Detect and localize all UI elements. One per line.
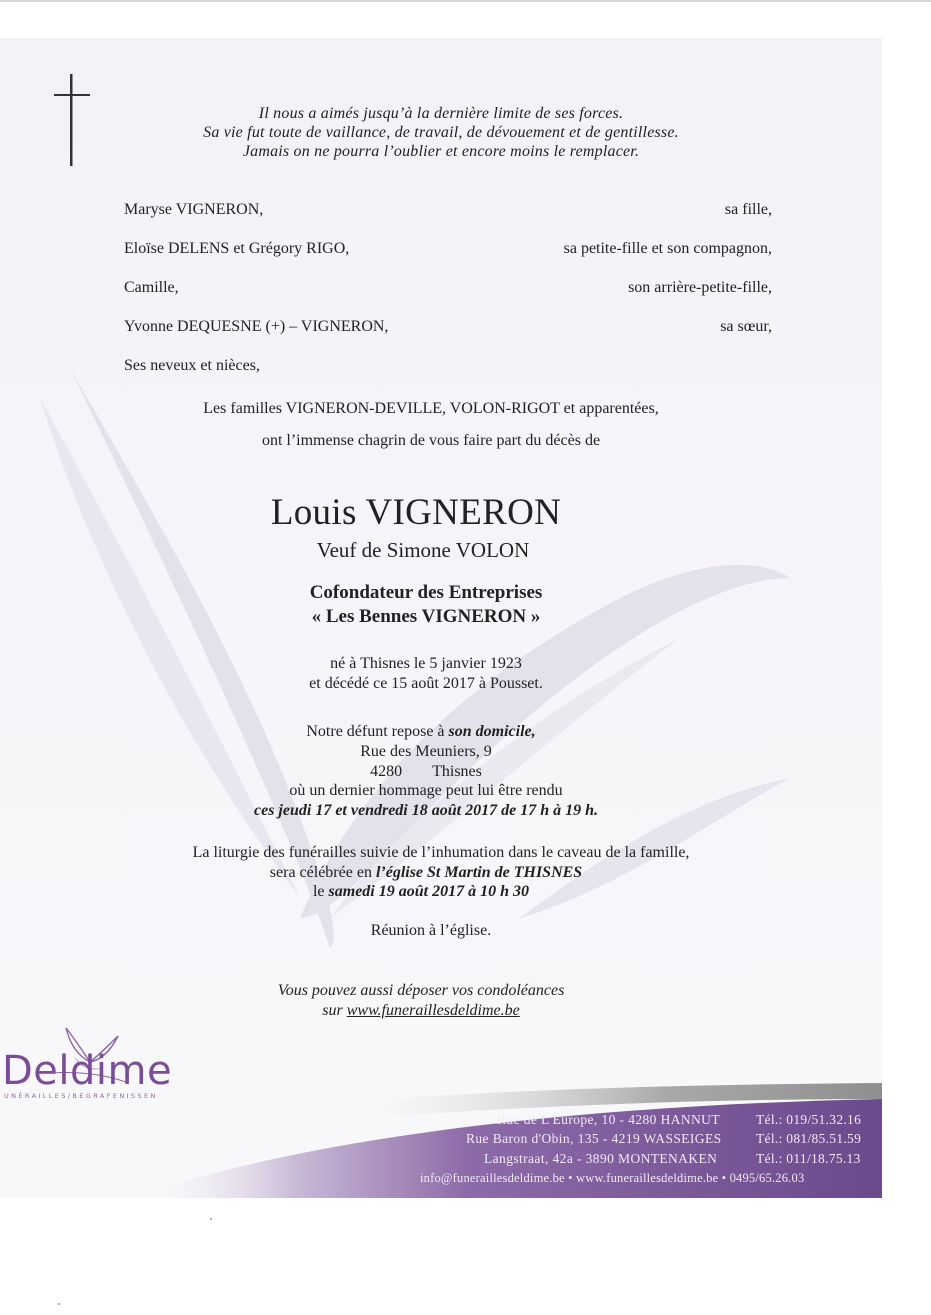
scan-top-edge	[0, 0, 931, 2]
family-row	[124, 279, 772, 299]
rest-street: Rue des Meuniers, 9	[360, 743, 492, 760]
rest-place: son domicile,	[448, 723, 536, 740]
rest-city: Thisnes	[432, 763, 482, 780]
funeral-church: l’église St Martin de THISNES	[375, 864, 583, 881]
verse-line-2: Sa vie fut toute de vaillance, de travail, de dévouement et de gentillesse.	[203, 124, 679, 141]
family-relation: son arrière-petite-fille,	[628, 279, 772, 296]
address-hannut: Rue de L'Europe, 10 - 4280 HANNUT	[497, 1112, 720, 1127]
widower-line: Veuf de Simone VOLON	[316, 538, 530, 562]
condolences-line-1: Vous pouvez aussi déposer vos condoléances	[277, 982, 565, 999]
death-line: et décédé ce 15 août 2017 à Pousset.	[309, 675, 543, 692]
scan-speck	[210, 1218, 212, 1220]
family-name: Yvonne DEQUESNE (+) – VIGNERON,	[124, 318, 389, 335]
family-relation: sa fille,	[724, 201, 772, 218]
contact-line[interactable]: info@funeraillesdeldime.be • www.funeraillesdeldime.be • 0495/65.26.03	[420, 1171, 805, 1185]
scan-speck	[58, 1303, 60, 1305]
family-row	[124, 201, 772, 221]
deldime-logo: Deldime	[2, 1048, 173, 1094]
funeral-notice-sheet	[0, 38, 882, 1198]
rest-times: ces jeudi 17 et vendredi 18 août 2017 de 17 h à 19 h.	[254, 802, 598, 819]
phone-wasseiges: Tél.: 081/85.51.59	[756, 1131, 862, 1146]
rest-hommage: où un dernier hommage peut lui être rendu	[289, 782, 563, 799]
rest-intro	[0, 722, 862, 741]
rest-city-line	[0, 762, 867, 781]
funeral-line-1: La liturgie des funérailles suivie de l’inhumation dans le caveau de la famille,	[192, 844, 690, 861]
rest-postcode: 4280	[370, 763, 403, 780]
family-row	[124, 318, 772, 338]
birth-line: né à Thisnes le 5 janvier 1923	[330, 655, 522, 672]
family-name: Maryse VIGNERON,	[124, 201, 264, 218]
funeral-line-2-text: sera célébrée en	[269, 864, 376, 881]
family-row	[124, 240, 772, 260]
family-name: Eloïse DELENS et Grégory RIGO,	[124, 240, 350, 257]
family-relation: sa sœur,	[720, 318, 772, 335]
funeral-line-3	[0, 882, 862, 901]
reunion-line: Réunion à l’église.	[370, 922, 492, 939]
phone-hannut: Tél.: 019/51.32.16	[756, 1112, 862, 1127]
condolences-link[interactable]: www.funeraillesdeldime.be	[346, 1002, 520, 1019]
address-montenaken: Langstraat, 42a - 3890 MONTENAKEN	[484, 1151, 718, 1166]
verse-line-3: Jamais on ne pourra l’oublier et encore moins le remplacer.	[242, 143, 640, 160]
rest-intro-text: Notre défunt repose à	[306, 723, 449, 740]
families-line: Les familles VIGNERON-DEVILLE, VOLON-RIGOT et apparentées,	[203, 400, 659, 417]
family-name: Camille,	[124, 279, 179, 296]
family-relation: sa petite-fille et son compagnon,	[563, 240, 772, 257]
verse-line-1: Il nous a aimés jusqu’à la dernière limite de ses forces.	[258, 105, 624, 122]
announce-line: ont l’immense chagrin de vous faire part du décès de	[261, 432, 601, 449]
family-name: Ses neveux et nièces,	[124, 357, 260, 374]
phone-montenaken: Tél.: 011/18.75.13	[756, 1151, 861, 1166]
deldime-logo-subtitle: UNÉRAILLES/BEGRAFENISSEN	[4, 1092, 158, 1100]
family-row	[124, 357, 772, 377]
funeral-line-2	[0, 863, 867, 882]
deceased-name: Louis VIGNERON	[270, 492, 562, 533]
condolences-prefix: sur	[322, 1002, 347, 1019]
condolences-line-2	[0, 1001, 862, 1020]
title-line-1: Cofondateur des Entreprises	[309, 582, 543, 603]
title-line-2: « Les Bennes VIGNERON »	[311, 606, 541, 627]
funeral-date: samedi 19 août 2017 à 10 h 30	[328, 883, 529, 900]
funeral-line-3-text: le	[312, 883, 329, 900]
address-wasseiges: Rue Baron d'Obin, 135 - 4219 WASSEIGES	[466, 1131, 722, 1146]
